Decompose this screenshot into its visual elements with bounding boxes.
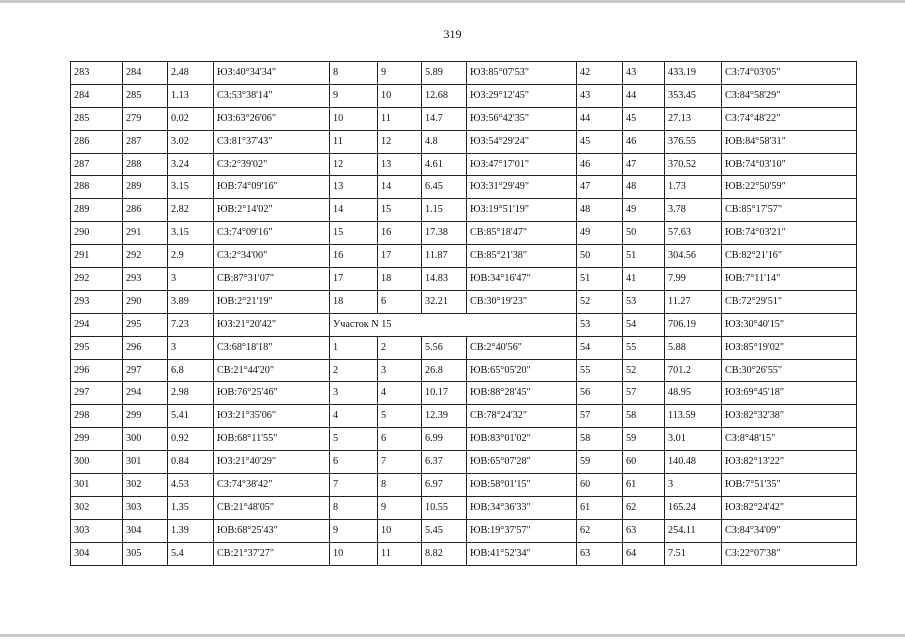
table-row — [71, 268, 857, 291]
from-point-cell: 298 — [71, 405, 123, 428]
distance-cell: 376.55 — [665, 130, 722, 153]
from-point-cell: 9 — [330, 519, 378, 542]
from-point-cell: 58 — [577, 428, 623, 451]
from-point-cell: 304 — [71, 542, 123, 565]
distance-cell: 1.13 — [168, 84, 214, 107]
distance-cell: 7.23 — [168, 313, 214, 336]
bearing-cell: СВ:21°44'20" — [214, 359, 330, 382]
from-point-cell: 289 — [71, 199, 123, 222]
to-point-cell: 9 — [378, 496, 422, 519]
distance-cell: 32.21 — [422, 290, 467, 313]
to-point-cell: 53 — [623, 290, 665, 313]
to-point-cell: 6 — [378, 290, 422, 313]
bearing-cell: ЮЗ:82°32'38" — [722, 405, 857, 428]
to-point-cell: 16 — [378, 222, 422, 245]
distance-cell: 26.8 — [422, 359, 467, 382]
table-row — [71, 542, 857, 565]
from-point-cell: 59 — [577, 451, 623, 474]
distance-cell: 353.45 — [665, 84, 722, 107]
from-point-cell: 61 — [577, 496, 623, 519]
from-point-cell: 6 — [330, 451, 378, 474]
to-point-cell: 57 — [623, 382, 665, 405]
distance-cell: 5.41 — [168, 405, 214, 428]
to-point-cell: 12 — [378, 130, 422, 153]
bearing-cell: СВ:72°29'51" — [722, 290, 857, 313]
to-point-cell: 6 — [378, 428, 422, 451]
distance-cell: 0.02 — [168, 107, 214, 130]
from-point-cell: 12 — [330, 153, 378, 176]
from-point-cell: 8 — [330, 62, 378, 85]
bearing-cell: СЗ:22°07'38" — [722, 542, 857, 565]
bearing-cell: ЮВ:41°52'34" — [467, 542, 577, 565]
from-point-cell: 294 — [71, 313, 123, 336]
from-point-cell: 16 — [330, 245, 378, 268]
to-point-cell: 61 — [623, 474, 665, 497]
distance-cell: 3 — [168, 336, 214, 359]
bearing-cell: ЮЗ:31°29'49" — [467, 176, 577, 199]
from-point-cell: 49 — [577, 222, 623, 245]
from-point-cell: 14 — [330, 199, 378, 222]
distance-cell: 433.19 — [665, 62, 722, 85]
from-point-cell: 288 — [71, 176, 123, 199]
to-point-cell: 7 — [378, 451, 422, 474]
to-point-cell: 8 — [378, 474, 422, 497]
to-point-cell: 63 — [623, 519, 665, 542]
bearing-cell: СЗ:68°18'18" — [214, 336, 330, 359]
to-point-cell: 5 — [378, 405, 422, 428]
bearing-cell: ЮВ:74°03'21" — [722, 222, 857, 245]
distance-cell: 165.24 — [665, 496, 722, 519]
from-point-cell: 7 — [330, 474, 378, 497]
to-point-cell: 14 — [378, 176, 422, 199]
from-point-cell: 62 — [577, 519, 623, 542]
bearing-cell: СЗ:84°34'09" — [722, 519, 857, 542]
bearing-cell: ЮВ:34°16'47" — [467, 268, 577, 291]
from-point-cell: 48 — [577, 199, 623, 222]
distance-cell: 304.56 — [665, 245, 722, 268]
bearing-cell: ЮВ:2°14'02" — [214, 199, 330, 222]
to-point-cell: 302 — [123, 474, 168, 497]
from-point-cell: 293 — [71, 290, 123, 313]
to-point-cell: 58 — [623, 405, 665, 428]
bearing-cell: ЮЗ:21°20'42" — [214, 313, 330, 336]
to-point-cell: 50 — [623, 222, 665, 245]
to-point-cell: 295 — [123, 313, 168, 336]
distance-cell: 2.48 — [168, 62, 214, 85]
bearing-cell: СЗ:8°48'15" — [722, 428, 857, 451]
distance-cell: 5.56 — [422, 336, 467, 359]
distance-cell: 2.82 — [168, 199, 214, 222]
from-point-cell: 46 — [577, 153, 623, 176]
from-point-cell: 285 — [71, 107, 123, 130]
from-point-cell: 10 — [330, 107, 378, 130]
distance-cell: 3.89 — [168, 290, 214, 313]
bearing-cell: ЮВ:84°58'31" — [722, 130, 857, 153]
from-point-cell: 300 — [71, 451, 123, 474]
distance-cell: 4.53 — [168, 474, 214, 497]
scan-bottom-border — [0, 634, 905, 637]
page-number: 319 — [443, 27, 462, 41]
from-point-cell: 299 — [71, 428, 123, 451]
bearing-cell: ЮВ:68°25'43" — [214, 519, 330, 542]
table-row — [71, 428, 857, 451]
bearing-cell: СЗ:74°03'05" — [722, 62, 857, 85]
bearing-cell: ЮЗ:21°40'29" — [214, 451, 330, 474]
distance-cell: 2.98 — [168, 382, 214, 405]
from-point-cell: 15 — [330, 222, 378, 245]
bearing-cell: ЮВ:74°03'10" — [722, 153, 857, 176]
bearing-cell: ЮЗ:54°29'24" — [467, 130, 577, 153]
distance-cell: 5.45 — [422, 519, 467, 542]
distance-cell: 0.84 — [168, 451, 214, 474]
to-point-cell: 41 — [623, 268, 665, 291]
from-point-cell: 287 — [71, 153, 123, 176]
to-point-cell: 286 — [123, 199, 168, 222]
distance-cell: 6.99 — [422, 428, 467, 451]
from-point-cell: 11 — [330, 130, 378, 153]
from-point-cell: 284 — [71, 84, 123, 107]
bearing-cell: ЮВ:76°25'46" — [214, 382, 330, 405]
from-point-cell: 296 — [71, 359, 123, 382]
distance-cell: 2.9 — [168, 245, 214, 268]
bearing-cell: СВ:82°21'16" — [722, 245, 857, 268]
to-point-cell: 293 — [123, 268, 168, 291]
from-point-cell: 52 — [577, 290, 623, 313]
from-point-cell: 297 — [71, 382, 123, 405]
distance-cell: 113.59 — [665, 405, 722, 428]
bearing-cell: СЗ:84°58'29" — [722, 84, 857, 107]
bearing-cell: ЮЗ:69°45'18" — [722, 382, 857, 405]
to-point-cell: 291 — [123, 222, 168, 245]
to-point-cell: 294 — [123, 382, 168, 405]
bearing-cell: ЮВ:58°01'15" — [467, 474, 577, 497]
to-point-cell: 64 — [623, 542, 665, 565]
to-point-cell: 304 — [123, 519, 168, 542]
bearing-cell: СЗ:74°48'22" — [722, 107, 857, 130]
distance-cell: 3.02 — [168, 130, 214, 153]
distance-cell: 5.88 — [665, 336, 722, 359]
to-point-cell: 289 — [123, 176, 168, 199]
bearing-cell: СВ:78°24'32" — [467, 405, 577, 428]
to-point-cell: 44 — [623, 84, 665, 107]
to-point-cell: 2 — [378, 336, 422, 359]
from-point-cell: 8 — [330, 496, 378, 519]
to-point-cell: 45 — [623, 107, 665, 130]
bearing-cell: ЮВ:88°28'45" — [467, 382, 577, 405]
distance-cell: 3.15 — [168, 222, 214, 245]
bearing-cell: ЮВ:2°21'19" — [214, 290, 330, 313]
to-point-cell: 299 — [123, 405, 168, 428]
from-point-cell: 303 — [71, 519, 123, 542]
distance-cell: 11.27 — [665, 290, 722, 313]
to-point-cell: 279 — [123, 107, 168, 130]
bearing-cell: ЮВ:68°11'55" — [214, 428, 330, 451]
to-point-cell: 301 — [123, 451, 168, 474]
distance-cell: 27.13 — [665, 107, 722, 130]
distance-cell: 7.51 — [665, 542, 722, 565]
to-point-cell: 288 — [123, 153, 168, 176]
distance-cell: 6.8 — [168, 359, 214, 382]
bearing-cell: СВ:30°19'23" — [467, 290, 577, 313]
to-point-cell: 290 — [123, 290, 168, 313]
table-row — [71, 130, 857, 153]
to-point-cell: 54 — [623, 313, 665, 336]
table-row — [71, 222, 857, 245]
bearing-cell: ЮВ:7°11'14" — [722, 268, 857, 291]
bearing-cell: СЗ:74°38'42" — [214, 474, 330, 497]
from-point-cell: 63 — [577, 542, 623, 565]
to-point-cell: 18 — [378, 268, 422, 291]
section-label: Участок N 15 — [330, 313, 577, 336]
distance-cell: 6.45 — [422, 176, 467, 199]
distance-cell: 17.38 — [422, 222, 467, 245]
bearing-cell: СВ:21°37'27" — [214, 542, 330, 565]
to-point-cell: 52 — [623, 359, 665, 382]
to-point-cell: 297 — [123, 359, 168, 382]
distance-cell: 11.87 — [422, 245, 467, 268]
bearing-cell: ЮЗ:63°26'06" — [214, 107, 330, 130]
distance-cell: 12.39 — [422, 405, 467, 428]
bearing-cell: ЮЗ:85°19'02" — [722, 336, 857, 359]
distance-cell: 10.17 — [422, 382, 467, 405]
from-point-cell: 45 — [577, 130, 623, 153]
distance-cell: 370.52 — [665, 153, 722, 176]
scan-top-border — [0, 0, 905, 3]
to-point-cell: 60 — [623, 451, 665, 474]
bearing-cell: ЮВ:19°37'57" — [467, 519, 577, 542]
coordinates-table — [70, 61, 857, 566]
to-point-cell: 46 — [623, 130, 665, 153]
from-point-cell: 295 — [71, 336, 123, 359]
to-point-cell: 9 — [378, 62, 422, 85]
table-row — [71, 199, 857, 222]
distance-cell: 3 — [168, 268, 214, 291]
distance-cell: 10.55 — [422, 496, 467, 519]
bearing-cell: СЗ:53°38'14" — [214, 84, 330, 107]
table-row — [71, 62, 857, 85]
table-row — [71, 359, 857, 382]
from-point-cell: 42 — [577, 62, 623, 85]
distance-cell: 3.78 — [665, 199, 722, 222]
bearing-cell: ЮЗ:82°24'42" — [722, 496, 857, 519]
from-point-cell: 18 — [330, 290, 378, 313]
table-row — [71, 474, 857, 497]
to-point-cell: 51 — [623, 245, 665, 268]
from-point-cell: 44 — [577, 107, 623, 130]
distance-cell: 14.83 — [422, 268, 467, 291]
to-point-cell: 292 — [123, 245, 168, 268]
distance-cell: 3.01 — [665, 428, 722, 451]
to-point-cell: 296 — [123, 336, 168, 359]
distance-cell: 6.37 — [422, 451, 467, 474]
distance-cell: 1.39 — [168, 519, 214, 542]
distance-cell: 1.15 — [422, 199, 467, 222]
from-point-cell: 53 — [577, 313, 623, 336]
from-point-cell: 4 — [330, 405, 378, 428]
table-row — [71, 336, 857, 359]
to-point-cell: 11 — [378, 107, 422, 130]
distance-cell: 7.99 — [665, 268, 722, 291]
to-point-cell: 285 — [123, 84, 168, 107]
distance-cell: 0.92 — [168, 428, 214, 451]
distance-cell: 701.2 — [665, 359, 722, 382]
table-row — [71, 451, 857, 474]
to-point-cell: 62 — [623, 496, 665, 519]
from-point-cell: 2 — [330, 359, 378, 382]
from-point-cell: 5 — [330, 428, 378, 451]
to-point-cell: 15 — [378, 199, 422, 222]
bearing-cell: ЮЗ:30°40'15" — [722, 313, 857, 336]
distance-cell: 5.89 — [422, 62, 467, 85]
from-point-cell: 43 — [577, 84, 623, 107]
table-row — [71, 290, 857, 313]
table-row — [71, 153, 857, 176]
to-point-cell: 4 — [378, 382, 422, 405]
bearing-cell: ЮЗ:21°35'06" — [214, 405, 330, 428]
from-point-cell: 47 — [577, 176, 623, 199]
from-point-cell: 1 — [330, 336, 378, 359]
bearing-cell: ЮЗ:40°34'34" — [214, 62, 330, 85]
from-point-cell: 13 — [330, 176, 378, 199]
bearing-cell: ЮВ:65°07'28" — [467, 451, 577, 474]
distance-cell: 706.19 — [665, 313, 722, 336]
to-point-cell: 47 — [623, 153, 665, 176]
table-row — [71, 245, 857, 268]
to-point-cell: 284 — [123, 62, 168, 85]
bearing-cell: ЮВ:83°01'02" — [467, 428, 577, 451]
table-row — [71, 313, 857, 336]
table-row — [71, 176, 857, 199]
bearing-cell: СВ:2°40'56" — [467, 336, 577, 359]
distance-cell: 6.97 — [422, 474, 467, 497]
distance-cell: 14.7 — [422, 107, 467, 130]
bearing-cell: СВ:87°31'07" — [214, 268, 330, 291]
bearing-cell: ЮЗ:19°51'19" — [467, 199, 577, 222]
bearing-cell: ЮВ:74°09'16" — [214, 176, 330, 199]
distance-cell: 254.11 — [665, 519, 722, 542]
table-row — [71, 496, 857, 519]
bearing-cell: ЮВ:34°36'33" — [467, 496, 577, 519]
bearing-cell: ЮВ:22°50'59" — [722, 176, 857, 199]
bearing-cell: СЗ:2°39'02" — [214, 153, 330, 176]
distance-cell: 5.4 — [168, 542, 214, 565]
bearing-cell: СВ:85°17'57" — [722, 199, 857, 222]
bearing-cell: ЮЗ:82°13'22" — [722, 451, 857, 474]
to-point-cell: 55 — [623, 336, 665, 359]
distance-cell: 12.68 — [422, 84, 467, 107]
table-row — [71, 519, 857, 542]
bearing-cell: ЮВ:7°51'35" — [722, 474, 857, 497]
from-point-cell: 55 — [577, 359, 623, 382]
to-point-cell: 48 — [623, 176, 665, 199]
from-point-cell: 56 — [577, 382, 623, 405]
from-point-cell: 3 — [330, 382, 378, 405]
bearing-cell: ЮЗ:56°42'35" — [467, 107, 577, 130]
distance-cell: 3.15 — [168, 176, 214, 199]
distance-cell: 1.35 — [168, 496, 214, 519]
from-point-cell: 50 — [577, 245, 623, 268]
from-point-cell: 291 — [71, 245, 123, 268]
from-point-cell: 292 — [71, 268, 123, 291]
from-point-cell: 283 — [71, 62, 123, 85]
table-row — [71, 107, 857, 130]
to-point-cell: 3 — [378, 359, 422, 382]
bearing-cell: СЗ:2°34'00" — [214, 245, 330, 268]
bearing-cell: СЗ:81°37'43" — [214, 130, 330, 153]
distance-cell: 48.95 — [665, 382, 722, 405]
to-point-cell: 287 — [123, 130, 168, 153]
from-point-cell: 54 — [577, 336, 623, 359]
from-point-cell: 302 — [71, 496, 123, 519]
from-point-cell: 60 — [577, 474, 623, 497]
to-point-cell: 49 — [623, 199, 665, 222]
to-point-cell: 13 — [378, 153, 422, 176]
bearing-cell: СЗ:74°09'16" — [214, 222, 330, 245]
distance-cell: 140.48 — [665, 451, 722, 474]
to-point-cell: 17 — [378, 245, 422, 268]
table-row — [71, 84, 857, 107]
distance-cell: 1.73 — [665, 176, 722, 199]
from-point-cell: 57 — [577, 405, 623, 428]
to-point-cell: 300 — [123, 428, 168, 451]
to-point-cell: 10 — [378, 84, 422, 107]
from-point-cell: 10 — [330, 542, 378, 565]
distance-cell: 3.24 — [168, 153, 214, 176]
to-point-cell: 43 — [623, 62, 665, 85]
distance-cell: 4.8 — [422, 130, 467, 153]
from-point-cell: 290 — [71, 222, 123, 245]
table-row — [71, 382, 857, 405]
to-point-cell: 59 — [623, 428, 665, 451]
from-point-cell: 9 — [330, 84, 378, 107]
table-row — [71, 405, 857, 428]
from-point-cell: 51 — [577, 268, 623, 291]
bearing-cell: ЮЗ:85°07'53" — [467, 62, 577, 85]
bearing-cell: ЮВ:65°05'20" — [467, 359, 577, 382]
to-point-cell: 303 — [123, 496, 168, 519]
distance-cell: 57.63 — [665, 222, 722, 245]
distance-cell: 4.61 — [422, 153, 467, 176]
to-point-cell: 10 — [378, 519, 422, 542]
bearing-cell: СВ:85°21'38" — [467, 245, 577, 268]
to-point-cell: 11 — [378, 542, 422, 565]
bearing-cell: ЮЗ:29°12'45" — [467, 84, 577, 107]
from-point-cell: 286 — [71, 130, 123, 153]
bearing-cell: СВ:85°18'47" — [467, 222, 577, 245]
from-point-cell: 301 — [71, 474, 123, 497]
distance-cell: 8.82 — [422, 542, 467, 565]
distance-cell: 3 — [665, 474, 722, 497]
to-point-cell: 305 — [123, 542, 168, 565]
bearing-cell: СВ:21°48'05" — [214, 496, 330, 519]
from-point-cell: 17 — [330, 268, 378, 291]
bearing-cell: СВ:30°26'55" — [722, 359, 857, 382]
bearing-cell: ЮЗ:47°17'01" — [467, 153, 577, 176]
